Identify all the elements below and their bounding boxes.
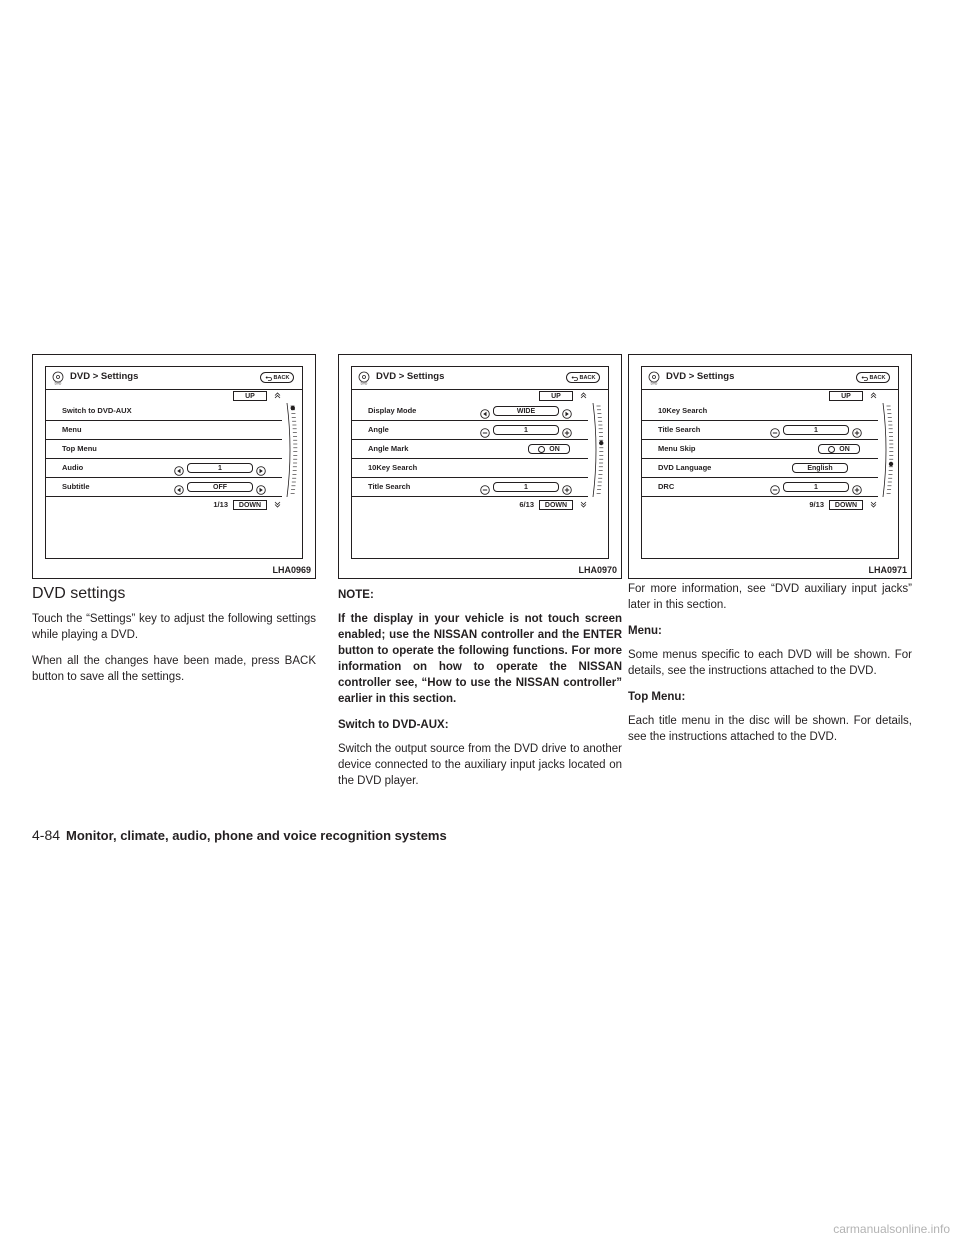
row-label: Top Menu — [62, 444, 97, 453]
dvd-settings-screen — [351, 366, 609, 559]
screen-header — [642, 367, 898, 390]
toggle-indicator-icon — [828, 446, 835, 453]
figure-code: LHA0970 — [578, 565, 617, 575]
paragraph: For more information, see “DVD auxiliary input jacks” later in this section. — [628, 583, 912, 611]
settings-list — [46, 402, 282, 497]
right-arrow-icon[interactable] — [256, 482, 266, 492]
settings-row[interactable] — [642, 421, 878, 440]
settings-list — [642, 402, 878, 497]
chapter-title: Monitor, climate, audio, phone and voice recognition systems — [66, 828, 447, 843]
chevron-down-icon — [274, 501, 281, 508]
left-arrow-icon[interactable] — [174, 482, 184, 492]
minus-icon[interactable] — [480, 482, 490, 492]
figure-code: LHA0971 — [868, 565, 907, 575]
up-button[interactable]: UP — [233, 391, 267, 401]
row-label: 10Key Search — [658, 406, 708, 415]
left-arrow-icon[interactable] — [174, 463, 184, 473]
language-select[interactable]: English — [792, 463, 848, 473]
back-button[interactable] — [260, 372, 294, 383]
paragraph: Some menus specific to each DVD will be shown. For details, see the instructions attached to the DVD. — [628, 649, 912, 677]
page-indicator: 9/13 — [809, 500, 824, 509]
right-arrow-icon[interactable] — [562, 406, 572, 416]
svg-text:DVD: DVD — [360, 381, 368, 385]
settings-row[interactable] — [46, 459, 282, 478]
column-1 — [32, 611, 316, 695]
toggle-indicator-icon — [538, 446, 545, 453]
scrollbar[interactable] — [284, 402, 298, 498]
back-label: BACK — [579, 374, 596, 381]
setting-value: WIDE — [493, 406, 559, 416]
figure-1 — [32, 354, 316, 579]
chevron-down-icon — [580, 501, 587, 508]
toggle-button[interactable] — [528, 444, 570, 454]
screen-header — [46, 367, 302, 390]
settings-list — [352, 402, 588, 497]
settings-row[interactable] — [46, 440, 282, 459]
settings-row[interactable] — [642, 402, 878, 421]
setting-value: 1 — [493, 425, 559, 435]
settings-row[interactable] — [46, 402, 282, 421]
settings-row[interactable] — [642, 459, 878, 478]
paragraph: When all the changes have been made, press BACK button to save all the settings. — [32, 655, 316, 683]
setting-value: OFF — [187, 482, 253, 492]
up-button[interactable]: UP — [829, 391, 863, 401]
settings-row[interactable] — [352, 421, 588, 440]
minus-icon[interactable] — [770, 425, 780, 435]
chevron-up-icon — [274, 392, 281, 399]
paragraph: Each title menu in the disc will be shown. For details, see the instructions attached to the DVD. — [628, 715, 912, 743]
minus-icon[interactable] — [480, 425, 490, 435]
scrollbar[interactable] — [880, 402, 894, 498]
chevron-up-icon — [870, 392, 877, 399]
settings-row[interactable] — [352, 459, 588, 478]
note-text: If the display in your vehicle is not touch screen enabled; use the NISSAN controller and the ENTER button to operate the following functions. For more information on how to operate the NISSAN controller see, “How to use the NISSAN controller” earlier in this section. — [338, 613, 622, 705]
section-heading: DVD settings — [32, 585, 126, 602]
plus-icon[interactable] — [562, 425, 572, 435]
page-number: 4-84 — [32, 827, 61, 843]
dvd-icon — [357, 371, 371, 385]
dvd-settings-screen — [45, 366, 303, 559]
plus-icon[interactable] — [852, 482, 862, 492]
row-label: Title Search — [368, 482, 411, 491]
paragraph: Switch the output source from the DVD drive to another device connected to the auxiliary input jacks located on the DVD player. — [338, 743, 622, 787]
figure-3 — [628, 354, 912, 579]
row-label: Display Mode — [368, 406, 417, 415]
svg-text:DVD: DVD — [54, 381, 62, 385]
scroll-thumb[interactable] — [599, 441, 603, 445]
dvd-settings-screen — [641, 366, 899, 559]
back-label: BACK — [273, 374, 290, 381]
settings-row[interactable] — [642, 440, 878, 459]
settings-row[interactable] — [352, 402, 588, 421]
page-indicator: 1/13 — [213, 500, 228, 509]
row-label: Angle Mark — [368, 444, 409, 453]
down-button[interactable]: DOWN — [539, 500, 573, 510]
setting-value: 1 — [187, 463, 253, 473]
row-label: Subtitle — [62, 482, 90, 491]
setting-value: 1 — [783, 425, 849, 435]
chevron-down-icon — [870, 501, 877, 508]
row-label: DVD Language — [658, 463, 712, 472]
settings-row[interactable] — [352, 440, 588, 459]
dvd-icon — [51, 371, 65, 385]
row-label: Title Search — [658, 425, 701, 434]
settings-row[interactable] — [642, 478, 878, 497]
column-2 — [338, 587, 622, 799]
back-label: BACK — [869, 374, 886, 381]
dvd-icon — [647, 371, 661, 385]
top-menu-heading: Top Menu: — [628, 691, 686, 703]
figure-code: LHA0969 — [272, 565, 311, 575]
scroll-thumb[interactable] — [889, 462, 893, 466]
left-arrow-icon[interactable] — [480, 406, 490, 416]
scroll-track — [287, 403, 290, 497]
screen-title: DVD > Settings — [376, 371, 445, 382]
screen-title: DVD > Settings — [70, 371, 139, 382]
setting-value: 1 — [783, 482, 849, 492]
row-label: 10Key Search — [368, 463, 418, 472]
menu-heading: Menu: — [628, 625, 662, 637]
plus-icon[interactable] — [852, 425, 862, 435]
settings-row[interactable] — [46, 421, 282, 440]
settings-row[interactable] — [352, 478, 588, 497]
scroll-thumb[interactable] — [291, 406, 295, 410]
scrollbar[interactable] — [590, 402, 604, 498]
down-button[interactable]: DOWN — [829, 500, 863, 510]
settings-row[interactable] — [46, 478, 282, 497]
switch-heading: Switch to DVD-AUX: — [338, 719, 449, 731]
chevron-up-icon — [580, 392, 587, 399]
plus-icon[interactable] — [562, 482, 572, 492]
row-label: Menu — [62, 425, 82, 434]
scroll-track — [593, 403, 596, 497]
right-arrow-icon[interactable] — [256, 463, 266, 473]
back-arrow-icon — [265, 375, 272, 381]
down-button[interactable]: DOWN — [233, 500, 267, 510]
row-label: Menu Skip — [658, 444, 696, 453]
minus-icon[interactable] — [770, 482, 780, 492]
back-button[interactable] — [566, 372, 600, 383]
page-footer — [32, 827, 447, 843]
screen-header — [352, 367, 608, 390]
toggle-button[interactable] — [818, 444, 860, 454]
setting-value: 1 — [493, 482, 559, 492]
back-arrow-icon — [861, 375, 868, 381]
note-heading: NOTE: — [338, 589, 374, 601]
column-3 — [628, 581, 912, 755]
row-label: Switch to DVD-AUX — [62, 406, 132, 415]
row-label: Audio — [62, 463, 84, 472]
page-indicator: 6/13 — [519, 500, 534, 509]
row-label: DRC — [658, 482, 675, 491]
toggle-value: ON — [839, 445, 850, 453]
row-label: Angle — [368, 425, 389, 434]
back-button[interactable] — [856, 372, 890, 383]
screen-title: DVD > Settings — [666, 371, 735, 382]
watermark: carmanualsonline.info — [833, 1222, 950, 1236]
svg-text:DVD: DVD — [650, 381, 658, 385]
up-button[interactable]: UP — [539, 391, 573, 401]
figure-2 — [338, 354, 622, 579]
back-arrow-icon — [571, 375, 578, 381]
toggle-value: ON — [549, 445, 560, 453]
paragraph: Touch the “Settings” key to adjust the following settings while playing a DVD. — [32, 613, 316, 641]
scroll-track — [883, 403, 886, 497]
